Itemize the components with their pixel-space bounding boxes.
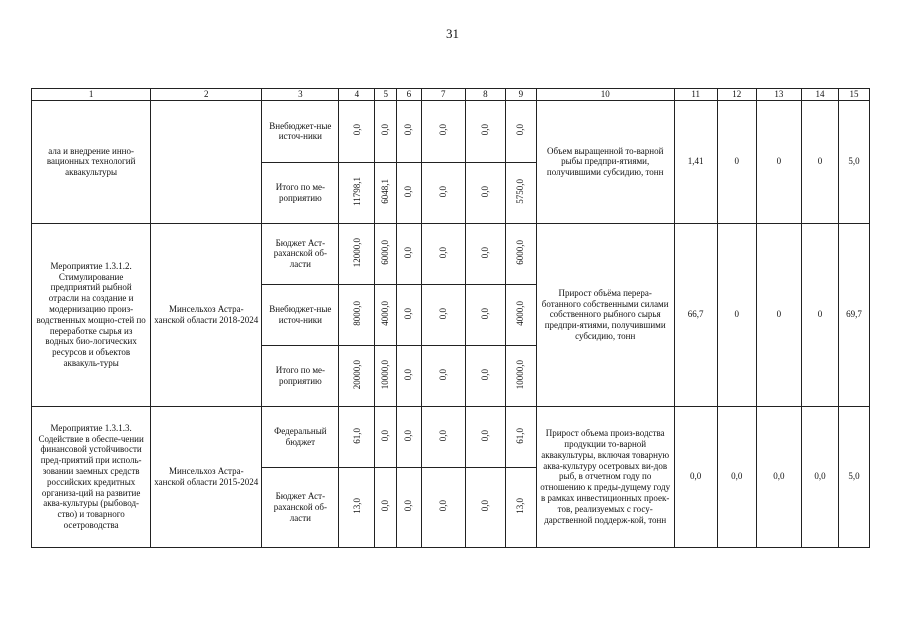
funding-source-cell: Внебюджет-ные источ-ники bbox=[262, 100, 339, 162]
amount-value: 0,0 bbox=[403, 500, 414, 512]
header-cell: 10 bbox=[536, 89, 674, 101]
amount-cell bbox=[421, 284, 465, 345]
indicator-value-cell: 1,41 bbox=[674, 100, 717, 223]
amount-value: 0,0 bbox=[480, 307, 490, 320]
program-table bbox=[31, 88, 870, 548]
amount-cell bbox=[505, 284, 536, 345]
amount-cell bbox=[421, 162, 465, 223]
indicator-value-cell: 5,0 bbox=[839, 406, 870, 547]
amount-value: 0,0 bbox=[437, 368, 448, 381]
amount-value: 4000,0 bbox=[380, 301, 391, 326]
amount-cell bbox=[465, 162, 505, 223]
header-cell: 6 bbox=[396, 89, 421, 101]
table-row bbox=[32, 223, 870, 284]
amount-value: 6048,1 bbox=[380, 179, 391, 204]
amount-cell bbox=[375, 162, 397, 223]
indicator-value-cell: 0,0 bbox=[802, 406, 839, 547]
amount-value: 11798,1 bbox=[351, 176, 362, 206]
header-cell: 14 bbox=[802, 89, 839, 101]
indicator-cell: Объем выращенной то-варной рыбы предпри-ятиями, получившими субсидию, тонн bbox=[536, 100, 674, 223]
funding-source-cell: Бюджет Аст-раханской об-ласти bbox=[262, 467, 339, 547]
amount-value: 0,0 bbox=[437, 124, 448, 136]
header-cell: 7 bbox=[421, 89, 465, 101]
amount-value: 0,0 bbox=[403, 368, 414, 381]
amount-value: 0,0 bbox=[403, 246, 414, 259]
amount-value: 0,0 bbox=[480, 368, 490, 381]
amount-value: 0,0 bbox=[403, 307, 414, 320]
indicator-value-cell: 0 bbox=[802, 100, 839, 223]
amount-cell bbox=[339, 223, 375, 284]
indicator-value-cell: 66,7 bbox=[674, 223, 717, 406]
header-cell: 15 bbox=[839, 89, 870, 101]
amount-value: 0,0 bbox=[380, 429, 391, 442]
amount-value: 8000,0 bbox=[351, 301, 362, 326]
amount-value: 0,0 bbox=[380, 500, 391, 512]
amount-cell bbox=[421, 100, 465, 162]
funding-source-cell: Бюджет Аст-раханской об-ласти bbox=[262, 223, 339, 284]
amount-cell bbox=[465, 223, 505, 284]
amount-cell bbox=[396, 467, 421, 547]
header-row bbox=[32, 89, 870, 101]
indicator-cell: Прирост объёма перера-ботанного собственными силами собственного рыбного сырья предпри-ятиями, получившими субсидию, тонн bbox=[536, 223, 674, 406]
amount-cell bbox=[375, 467, 397, 547]
amount-cell bbox=[396, 100, 421, 162]
funding-source-cell: Федеральный бюджет bbox=[262, 406, 339, 467]
amount-cell bbox=[505, 162, 536, 223]
header-cell: 4 bbox=[339, 89, 375, 101]
amount-cell bbox=[421, 345, 465, 406]
header-cell: 5 bbox=[375, 89, 397, 101]
amount-value: 0,0 bbox=[437, 246, 448, 259]
indicator-value-cell: 0,0 bbox=[717, 406, 756, 547]
amount-cell bbox=[375, 223, 397, 284]
amount-cell bbox=[375, 406, 397, 467]
table-row bbox=[32, 406, 870, 467]
header-cell: 1 bbox=[32, 89, 151, 101]
amount-cell bbox=[505, 345, 536, 406]
amount-cell bbox=[505, 467, 536, 547]
indicator-value-cell: 69,7 bbox=[839, 223, 870, 406]
measure-name-cell: Мероприятие 1.3.1.3. Содействие в обеспе-чении финансовой устойчивости пред-приятий при исполь-зовании заемных средств российских кредитных организа-ций на развитие аква-культуры (рыбовод-ство) и товарного осетроводства bbox=[32, 406, 151, 547]
amount-cell bbox=[421, 406, 465, 467]
amount-cell bbox=[505, 100, 536, 162]
amount-value: 13,0 bbox=[515, 498, 526, 514]
amount-value: 0,0 bbox=[380, 124, 391, 136]
funding-source-cell: Итого по ме-роприятию bbox=[262, 162, 339, 223]
indicator-value-cell: 0 bbox=[802, 223, 839, 406]
amount-value: 20000,0 bbox=[351, 359, 362, 390]
amount-value: 0,0 bbox=[480, 246, 490, 259]
amount-value: 0,0 bbox=[480, 124, 490, 136]
amount-value: 0,0 bbox=[515, 124, 526, 136]
amount-cell bbox=[396, 284, 421, 345]
amount-cell bbox=[396, 406, 421, 467]
amount-value: 0,0 bbox=[351, 124, 362, 136]
header-cell: 12 bbox=[717, 89, 756, 101]
amount-cell bbox=[421, 467, 465, 547]
amount-cell bbox=[375, 284, 397, 345]
table-row bbox=[32, 100, 870, 162]
amount-cell bbox=[465, 406, 505, 467]
amount-cell bbox=[339, 406, 375, 467]
header-cell: 3 bbox=[262, 89, 339, 101]
amount-value: 6000,0 bbox=[380, 240, 391, 265]
amount-value: 12000,0 bbox=[351, 237, 362, 268]
amount-value: 10000,0 bbox=[515, 359, 526, 390]
amount-cell bbox=[339, 345, 375, 406]
amount-value: 0,0 bbox=[480, 185, 490, 198]
amount-cell bbox=[421, 223, 465, 284]
header-cell: 9 bbox=[505, 89, 536, 101]
amount-value: 0,0 bbox=[437, 429, 448, 442]
indicator-value-cell: 0 bbox=[717, 100, 756, 223]
indicator-cell: Прирост объема произ-водства продукции то-варной аквакультуры, включая товарную аква-культуру осетровых ви-дов рыб, в отчетном году по отношению к преды-дущему году в рамках инвестиционных проек-тов, реализуемых с госу-дарственной поддерж-кой, тонн bbox=[536, 406, 674, 547]
amount-value: 0,0 bbox=[480, 500, 490, 512]
header-cell: 8 bbox=[465, 89, 505, 101]
amount-cell bbox=[375, 100, 397, 162]
amount-value: 13,0 bbox=[351, 498, 362, 514]
amount-cell bbox=[375, 345, 397, 406]
amount-value: 10000,0 bbox=[380, 359, 391, 390]
amount-cell bbox=[396, 162, 421, 223]
amount-cell bbox=[505, 406, 536, 467]
header-cell: 11 bbox=[674, 89, 717, 101]
header-cell: 13 bbox=[756, 89, 801, 101]
amount-value: 6000,0 bbox=[515, 240, 526, 265]
executor-cell: Минсельхоз Астра-ханской области 2018-2024 bbox=[151, 223, 262, 406]
page-number: 31 bbox=[446, 26, 459, 41]
amount-cell bbox=[465, 467, 505, 547]
funding-source-cell: Итого по ме-роприятию bbox=[262, 345, 339, 406]
amount-value: 0,0 bbox=[403, 124, 414, 136]
header-cell: 2 bbox=[151, 89, 262, 101]
amount-cell bbox=[339, 100, 375, 162]
amount-cell bbox=[396, 345, 421, 406]
amount-value: 0,0 bbox=[403, 429, 414, 442]
indicator-value-cell: 0 bbox=[756, 223, 801, 406]
indicator-value-cell: 0 bbox=[756, 100, 801, 223]
amount-value: 0,0 bbox=[480, 429, 490, 442]
amount-cell bbox=[465, 345, 505, 406]
amount-cell bbox=[505, 223, 536, 284]
amount-value: 0,0 bbox=[437, 185, 448, 198]
amount-value: 5750,0 bbox=[515, 179, 526, 204]
amount-cell bbox=[339, 467, 375, 547]
indicator-value-cell: 5,0 bbox=[839, 100, 870, 223]
amount-value: 0,0 bbox=[403, 185, 414, 198]
indicator-value-cell: 0,0 bbox=[674, 406, 717, 547]
amount-cell bbox=[339, 284, 375, 345]
amount-value: 4000,0 bbox=[515, 301, 526, 326]
amount-cell bbox=[396, 223, 421, 284]
amount-value: 0,0 bbox=[437, 500, 448, 512]
funding-source-cell: Внебюджет-ные источ-ники bbox=[262, 284, 339, 345]
amount-value: 0,0 bbox=[437, 307, 448, 320]
amount-cell bbox=[339, 162, 375, 223]
amount-value: 61,0 bbox=[515, 427, 526, 444]
indicator-value-cell: 0,0 bbox=[756, 406, 801, 547]
amount-cell bbox=[465, 100, 505, 162]
measure-name-cell: ала и внедрение инно-вационных технологий аквакультуры bbox=[32, 100, 151, 223]
measure-name-cell: Мероприятие 1.3.1.2. Стимулирование предприятий рыбной отрасли на создание и модернизацию произ-водственных мощно-стей по переработке сырья из водных био-логических ресурсов и объектов аквакуль-туры bbox=[32, 223, 151, 406]
executor-cell bbox=[151, 100, 262, 223]
amount-value: 61,0 bbox=[351, 427, 362, 444]
executor-cell: Минсельхоз Астра-ханской области 2015-2024 bbox=[151, 406, 262, 547]
amount-cell bbox=[465, 284, 505, 345]
indicator-value-cell: 0 bbox=[717, 223, 756, 406]
